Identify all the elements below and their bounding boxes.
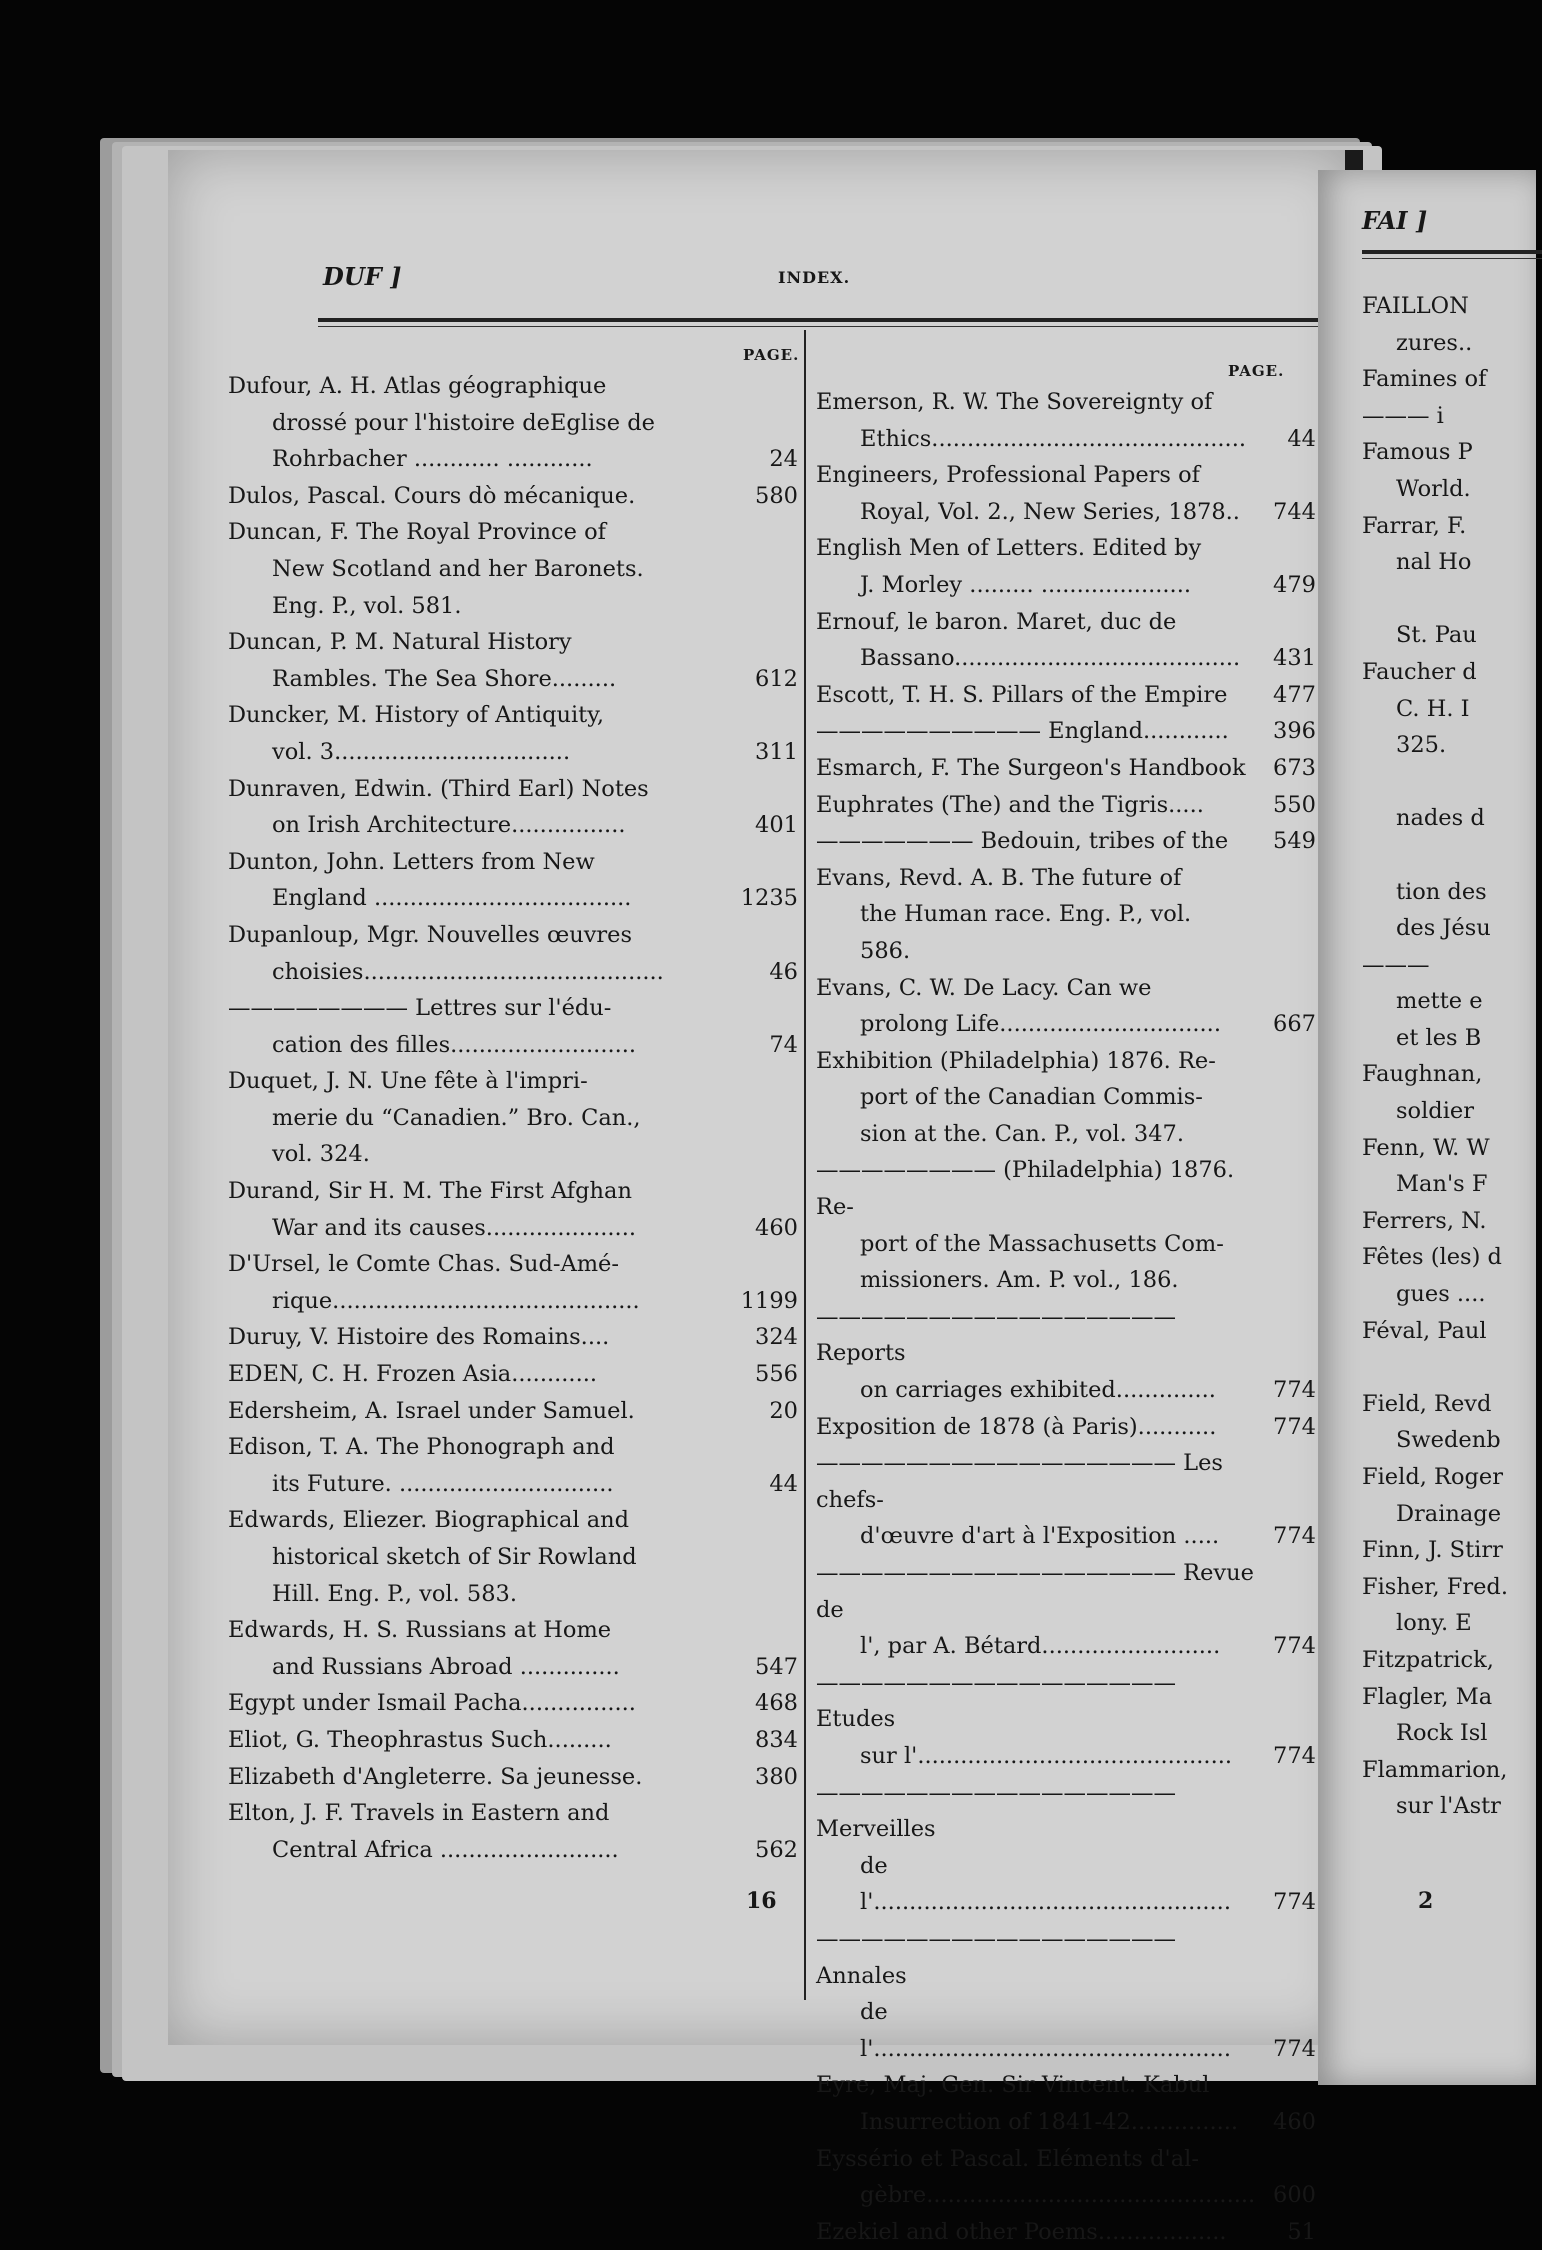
index-entry [228, 478, 798, 515]
next-page-line: Famous P [1362, 439, 1473, 466]
entry-page-number: 562 [755, 1836, 798, 1863]
index-entry [816, 1628, 1316, 1665]
index-entry [816, 1372, 1316, 1409]
index-entry [816, 567, 1316, 604]
index-entry [228, 514, 798, 551]
index-entry [228, 1283, 798, 1320]
entry-text: Bassano........................................ [860, 645, 1241, 672]
entry-text: and Russians Abroad .............. [272, 1653, 620, 1680]
right-column-page-label: PAGE. [1228, 362, 1285, 380]
next-page-line: Man's F [1396, 1171, 1488, 1198]
index-entry [816, 1738, 1316, 1775]
entry-text: Edwards, H. S. Russians at Home [228, 1617, 612, 1644]
index-entry [816, 1299, 1316, 1372]
entry-text: Central Africa ......................... [272, 1836, 619, 1863]
index-entry [816, 750, 1316, 787]
index-entry [816, 1006, 1316, 1043]
index-entry [228, 917, 798, 954]
entry-text: Edwards, Eliezer. Biographical and [228, 1507, 630, 1534]
next-page-line: Flammarion, [1362, 1756, 1508, 1783]
index-entry [228, 1612, 798, 1649]
entry-text: ———————————————— Annales [816, 1925, 1176, 1989]
entry-text: gèbre.............................................. [860, 2182, 1256, 2209]
entry-text: Rohrbacher ............ ............ [272, 446, 593, 473]
entry-page-number: 468 [755, 1690, 798, 1717]
index-entry [228, 1246, 798, 1283]
entry-page-number: 1235 [740, 885, 798, 912]
entry-page-number: 396 [1273, 718, 1316, 745]
entry-page-number: 46 [769, 958, 798, 985]
index-entry [228, 880, 798, 917]
entry-text: Euphrates (The) and the Tigris..... [816, 791, 1204, 818]
index-entry [228, 734, 798, 771]
index-entry [816, 1518, 1316, 1555]
entry-text: Rambles. The Sea Shore......... [272, 665, 617, 692]
index-entry [228, 844, 798, 881]
entry-page-number: 549 [1273, 828, 1316, 855]
entry-page-number: 774 [1273, 1633, 1316, 1660]
entry-page-number: 311 [755, 738, 798, 765]
next-page-line: ——— [1362, 951, 1430, 978]
entry-text: Hill. Eng. P., vol. 583. [272, 1580, 518, 1607]
entry-text: Duncan, P. M. Natural History [228, 629, 572, 656]
entry-text: Insurrection of 1841-42............... [860, 2108, 1239, 2135]
right-column-entries [816, 384, 1316, 2250]
index-entry [228, 1649, 798, 1686]
entry-text: de l'.................................................. [860, 1852, 1231, 1916]
entry-page-number: 547 [755, 1653, 798, 1680]
column-divider [804, 330, 806, 2000]
entry-page-number: 612 [755, 665, 798, 692]
index-entry [816, 1262, 1316, 1299]
next-page-line: World. [1396, 475, 1471, 502]
page-number: 16 [746, 1888, 777, 1914]
entry-page-number: 1199 [740, 1287, 798, 1314]
index-entry [228, 661, 798, 698]
next-page-line: Fêtes (les) d [1362, 1244, 1502, 1271]
index-entry [816, 1555, 1316, 1628]
entry-text: Duquet, J. N. Une fête à l'impri- [228, 1068, 588, 1095]
index-entry [816, 860, 1316, 897]
entry-text: Duncker, M. History of Antiquity, [228, 702, 605, 729]
next-page-footer: 2 [1418, 1888, 1434, 1914]
entry-page-number: 774 [1273, 1889, 1316, 1916]
entry-page-number: 556 [755, 1361, 798, 1388]
running-header-title: INDEX. [778, 268, 851, 287]
next-page-lines [1362, 288, 1508, 1825]
entry-page-number: 774 [1273, 2035, 1316, 2062]
header-rule-thin [318, 326, 1458, 327]
index-entry [228, 624, 798, 661]
entry-text: Dupanloup, Mgr. Nouvelles œuvres [228, 921, 633, 948]
index-entry [816, 2177, 1316, 2214]
entry-page-number: 479 [1273, 571, 1316, 598]
entry-page-number: 673 [1273, 754, 1316, 781]
index-entry [228, 1759, 798, 1796]
entry-text: ———————— (Philadelphia) 1876. Re- [816, 1157, 1235, 1221]
index-entry [816, 421, 1316, 458]
next-page-line: sur l'Astr [1396, 1793, 1501, 1820]
entry-text: vol. 3................................. [272, 738, 571, 765]
entry-text: Ernouf, le baron. Maret, duc de [816, 608, 1177, 635]
index-entry [816, 2067, 1316, 2104]
index-entry [228, 954, 798, 991]
index-entry [816, 677, 1316, 714]
index-entry [816, 1848, 1316, 1921]
index-entry [228, 1722, 798, 1759]
entry-text: Eng. P., vol. 581. [272, 592, 462, 619]
entry-text: historical sketch of Sir Rowland [272, 1544, 637, 1570]
entry-text: Eyre, Maj. Gen. Sir Vincent. Kabul [816, 2072, 1210, 2099]
entry-text: sion at the. Can. P., vol. 347. [860, 1120, 1185, 1147]
index-entry [816, 1226, 1316, 1263]
index-entry [228, 1832, 798, 1869]
index-entry [816, 2141, 1316, 2178]
left-column-page-label: PAGE. [743, 346, 800, 364]
entry-page-number: 74 [769, 1031, 798, 1058]
index-entry [228, 1502, 798, 1539]
entry-text: Dunton, John. Letters from New [228, 848, 595, 875]
next-page-line: C. H. I [1396, 695, 1470, 722]
entry-page-number: 460 [755, 1214, 798, 1241]
entry-text: Elizabeth d'Angleterre. Sa jeunesse. [228, 1763, 643, 1790]
next-page-line: gues .... [1396, 1281, 1486, 1308]
index-entry [228, 1539, 798, 1576]
next-page-line: Ferrers, N. [1362, 1207, 1487, 1234]
index-entry [816, 1445, 1316, 1518]
entry-text: Eliot, G. Theophrastus Such......... [228, 1726, 612, 1753]
index-entry [228, 1027, 798, 1064]
entry-text: Evans, Revd. A. B. The future of [816, 864, 1182, 891]
next-page-line [1362, 764, 1508, 801]
index-page [168, 150, 1353, 2245]
index-entry [228, 990, 798, 1027]
next-page-line: lony. E [1396, 1610, 1472, 1637]
entry-text: ———————————————— Etudes [816, 1669, 1176, 1733]
next-page-line: Swedenb [1396, 1427, 1501, 1454]
next-page-rule [1362, 250, 1542, 254]
left-column-entries [228, 368, 798, 1868]
next-page-line [1362, 1349, 1508, 1386]
index-entry [228, 1173, 798, 1210]
entry-text: Exhibition (Philadelphia) 1876. Re- [816, 1047, 1216, 1074]
entry-text: Exposition de 1878 (à Paris)........... [816, 1413, 1217, 1440]
header-rule [318, 318, 1458, 322]
index-entry [816, 604, 1316, 641]
next-page-line: et les B [1396, 1024, 1482, 1051]
next-page-line: Finn, J. Stirr [1362, 1537, 1503, 1564]
entry-text: Durand, Sir H. M. The First Afghan [228, 1178, 632, 1205]
next-page-line: Farrar, F. [1362, 512, 1467, 539]
entry-text: on carriages exhibited.............. [860, 1377, 1216, 1404]
next-page-line: St. Pau [1396, 622, 1477, 649]
next-page-line: tion des [1396, 878, 1487, 905]
entry-text: Dulos, Pascal. Cours dò mécanique. [228, 482, 636, 509]
next-page-line: Fenn, W. W [1362, 1134, 1490, 1161]
entry-text: Dufour, A. H. Atlas géographique [228, 373, 607, 399]
next-page-line: FAILLON [1362, 293, 1469, 319]
entry-text: Ethics............................................ [860, 425, 1246, 452]
entry-page-number: 600 [1273, 2182, 1316, 2209]
index-entry [816, 1994, 1316, 2067]
entry-text: Ezekiel and other Poems.................. [816, 2218, 1227, 2245]
entry-text: rique........................................... [272, 1287, 640, 1314]
index-entry [228, 1063, 798, 1100]
entry-text: port of the Canadian Commis- [860, 1084, 1203, 1111]
entry-text: prolong Life............................... [860, 1011, 1221, 1038]
next-page-line: Fisher, Fred. [1362, 1573, 1508, 1600]
entry-text: J. Morley ......... ..................... [860, 571, 1192, 598]
index-entry [228, 1795, 798, 1832]
next-page-line: nades d [1396, 805, 1485, 832]
index-entry [816, 640, 1316, 677]
entry-text: Esmarch, F. The Surgeon's Handbook [816, 754, 1246, 781]
index-entry [816, 823, 1316, 860]
entry-text: ———————— Lettres sur l'édu- [228, 995, 612, 1022]
entry-text: de l'.................................................. [860, 1999, 1231, 2062]
next-page-line: nal Ho [1396, 549, 1472, 576]
index-entry [816, 1665, 1316, 1738]
index-entry [228, 1319, 798, 1356]
index-entry [816, 970, 1316, 1007]
entry-page-number: 44 [769, 1470, 798, 1497]
index-entry [228, 1136, 798, 1173]
entry-text: New Scotland and her Baronets. [272, 555, 644, 582]
index-entry [228, 1466, 798, 1503]
entry-text: Elton, J. F. Travels in Eastern and [228, 1800, 610, 1827]
entry-text: —————————— England............ [816, 718, 1229, 745]
entry-page-number: 24 [769, 446, 798, 473]
entry-text: its Future. .............................. [272, 1470, 614, 1497]
index-entry [228, 405, 798, 442]
index-entry [816, 896, 1316, 933]
next-page-line: zures.. [1396, 329, 1473, 356]
index-entry [228, 807, 798, 844]
entry-text: Royal, Vol. 2., New Series, 1878.. [860, 498, 1240, 525]
entry-page-number: 401 [755, 812, 798, 839]
entry-text: Duruy, V. Histoire des Romains.... [228, 1324, 610, 1351]
entry-text: Egypt under Ismail Pacha................ [228, 1690, 636, 1717]
entry-text: Eyssério et Pascal. Eléments d'al- [816, 2145, 1199, 2172]
entry-page-number: 774 [1273, 1377, 1316, 1404]
next-page-rule-thin [1362, 258, 1542, 259]
next-page-line: Flagler, Ma [1362, 1683, 1493, 1710]
entry-text: merie du “Canadien.” Bro. Can., [272, 1104, 641, 1131]
index-entry [228, 1685, 798, 1722]
index-entry [816, 1409, 1316, 1446]
index-entry [816, 384, 1316, 421]
entry-text: D'Ursel, le Comte Chas. Sud-Amé- [228, 1251, 619, 1278]
entry-text: England .................................... [272, 885, 632, 912]
entry-page-number: 550 [1273, 791, 1316, 818]
entry-text: missioners. Am. P. vol., 186. [860, 1267, 1179, 1294]
entry-page-number: 834 [755, 1726, 798, 1753]
index-entry [816, 1079, 1316, 1116]
index-entry [228, 1100, 798, 1137]
entry-text: EDEN, C. H. Frozen Asia............ [228, 1361, 598, 1388]
entry-page-number: 774 [1273, 1413, 1316, 1440]
index-entry [228, 771, 798, 808]
entry-text: Engineers, Professional Papers of [816, 462, 1201, 489]
index-entry [816, 1152, 1316, 1225]
running-header-left: DUF ] [323, 262, 402, 291]
entry-text: 586. [860, 937, 911, 964]
entry-page-number: 774 [1273, 1742, 1316, 1769]
entry-text: the Human race. Eng. P., vol. [860, 901, 1192, 928]
entry-text: vol. 324. [272, 1141, 370, 1168]
entry-page-number: 44 [1287, 425, 1316, 452]
entry-page-number: 477 [1273, 681, 1316, 708]
index-entry [228, 1429, 798, 1466]
entry-text: ———————————————— Merveilles [816, 1779, 1176, 1843]
entry-page-number: 431 [1273, 645, 1316, 672]
next-page-fragment [1318, 170, 1536, 2085]
next-page-line: Faucher d [1362, 658, 1477, 685]
entry-text: ———————————————— Les chefs- [816, 1450, 1223, 1513]
next-page-line: Famines of [1362, 366, 1487, 393]
entry-text: Edison, T. A. The Phonograph and [228, 1434, 615, 1461]
entry-text: ——————— Bedouin, tribes of the [816, 828, 1229, 855]
index-entry [816, 933, 1316, 970]
next-page-line: mette e [1396, 988, 1483, 1015]
index-entry [816, 713, 1316, 750]
index-entry [228, 697, 798, 734]
entry-page-number: 324 [755, 1324, 798, 1351]
index-entry [816, 2104, 1316, 2141]
entry-text: choisies.......................................... [272, 958, 664, 985]
next-page-line: 325. [1396, 732, 1447, 759]
entry-text: cation des filles.......................... [272, 1031, 637, 1058]
next-page-line: ——— i [1362, 402, 1444, 429]
entry-text: Duncan, F. The Royal Province of [228, 519, 606, 546]
entry-page-number: 20 [769, 1397, 798, 1424]
index-entry [816, 787, 1316, 824]
entry-page-number: 380 [755, 1763, 798, 1790]
index-entry [816, 1116, 1316, 1153]
next-page-header: FAI ] [1362, 206, 1428, 235]
index-entry [816, 457, 1316, 494]
entry-text: ———————————————— Reports [816, 1303, 1176, 1367]
next-page-line: Field, Revd [1362, 1390, 1492, 1417]
entry-text: War and its causes..................... [272, 1214, 636, 1241]
index-entry [816, 1043, 1316, 1080]
index-entry [816, 1775, 1316, 1848]
entry-text: Emerson, R. W. The Sovereignty of [816, 389, 1213, 415]
index-entry [228, 441, 798, 478]
entry-page-number: 580 [755, 482, 798, 509]
index-entry [228, 588, 798, 625]
next-page-line: Féval, Paul [1362, 1317, 1487, 1344]
entry-text: ———————————————— Revue de [816, 1560, 1254, 1623]
index-entry [816, 1921, 1316, 1994]
next-page-line: des Jésu [1396, 915, 1491, 942]
entry-text: Evans, C. W. De Lacy. Can we [816, 974, 1152, 1001]
index-entry [228, 1356, 798, 1393]
entry-text: Escott, T. H. S. Pillars of the Empire [816, 681, 1228, 708]
entry-text: drossé pour l'histoire deEglise de [272, 409, 655, 436]
next-page-line: Fitzpatrick, [1362, 1646, 1494, 1673]
index-entry [816, 2214, 1316, 2250]
entry-page-number: 51 [1287, 2218, 1316, 2245]
index-entry [816, 494, 1316, 531]
next-page-line: Drainage [1396, 1500, 1502, 1527]
index-entry [228, 1210, 798, 1247]
index-entry [228, 1576, 798, 1613]
entry-page-number: 744 [1273, 498, 1316, 525]
entry-text: sur l'............................................ [860, 1742, 1233, 1769]
next-page-line: Faughnan, [1362, 1061, 1483, 1088]
next-page-line [1362, 581, 1508, 618]
index-entry [816, 530, 1316, 567]
entry-text: English Men of Letters. Edited by [816, 535, 1202, 562]
next-page-line [1362, 837, 1508, 874]
entry-text: on Irish Architecture................ [272, 812, 626, 839]
entry-page-number: 460 [1273, 2108, 1316, 2135]
next-page-line: Field, Roger [1362, 1464, 1503, 1490]
entry-text: port of the Massachusetts Com- [860, 1230, 1224, 1257]
index-entry [228, 551, 798, 588]
entry-page-number: 667 [1273, 1011, 1316, 1038]
entry-text: d'œuvre d'art à l'Exposition ..... [860, 1523, 1220, 1550]
entry-text: Dunraven, Edwin. (Third Earl) Notes [228, 775, 649, 802]
entry-page-number: 774 [1273, 1523, 1316, 1550]
next-page-line: soldier [1396, 1098, 1474, 1125]
index-entry [228, 368, 798, 405]
entry-text: Edersheim, A. Israel under Samuel. [228, 1397, 635, 1424]
next-page-line: Rock Isl [1396, 1720, 1488, 1747]
index-entry [228, 1393, 798, 1430]
entry-text: l', par A. Bétard......................... [860, 1633, 1221, 1660]
